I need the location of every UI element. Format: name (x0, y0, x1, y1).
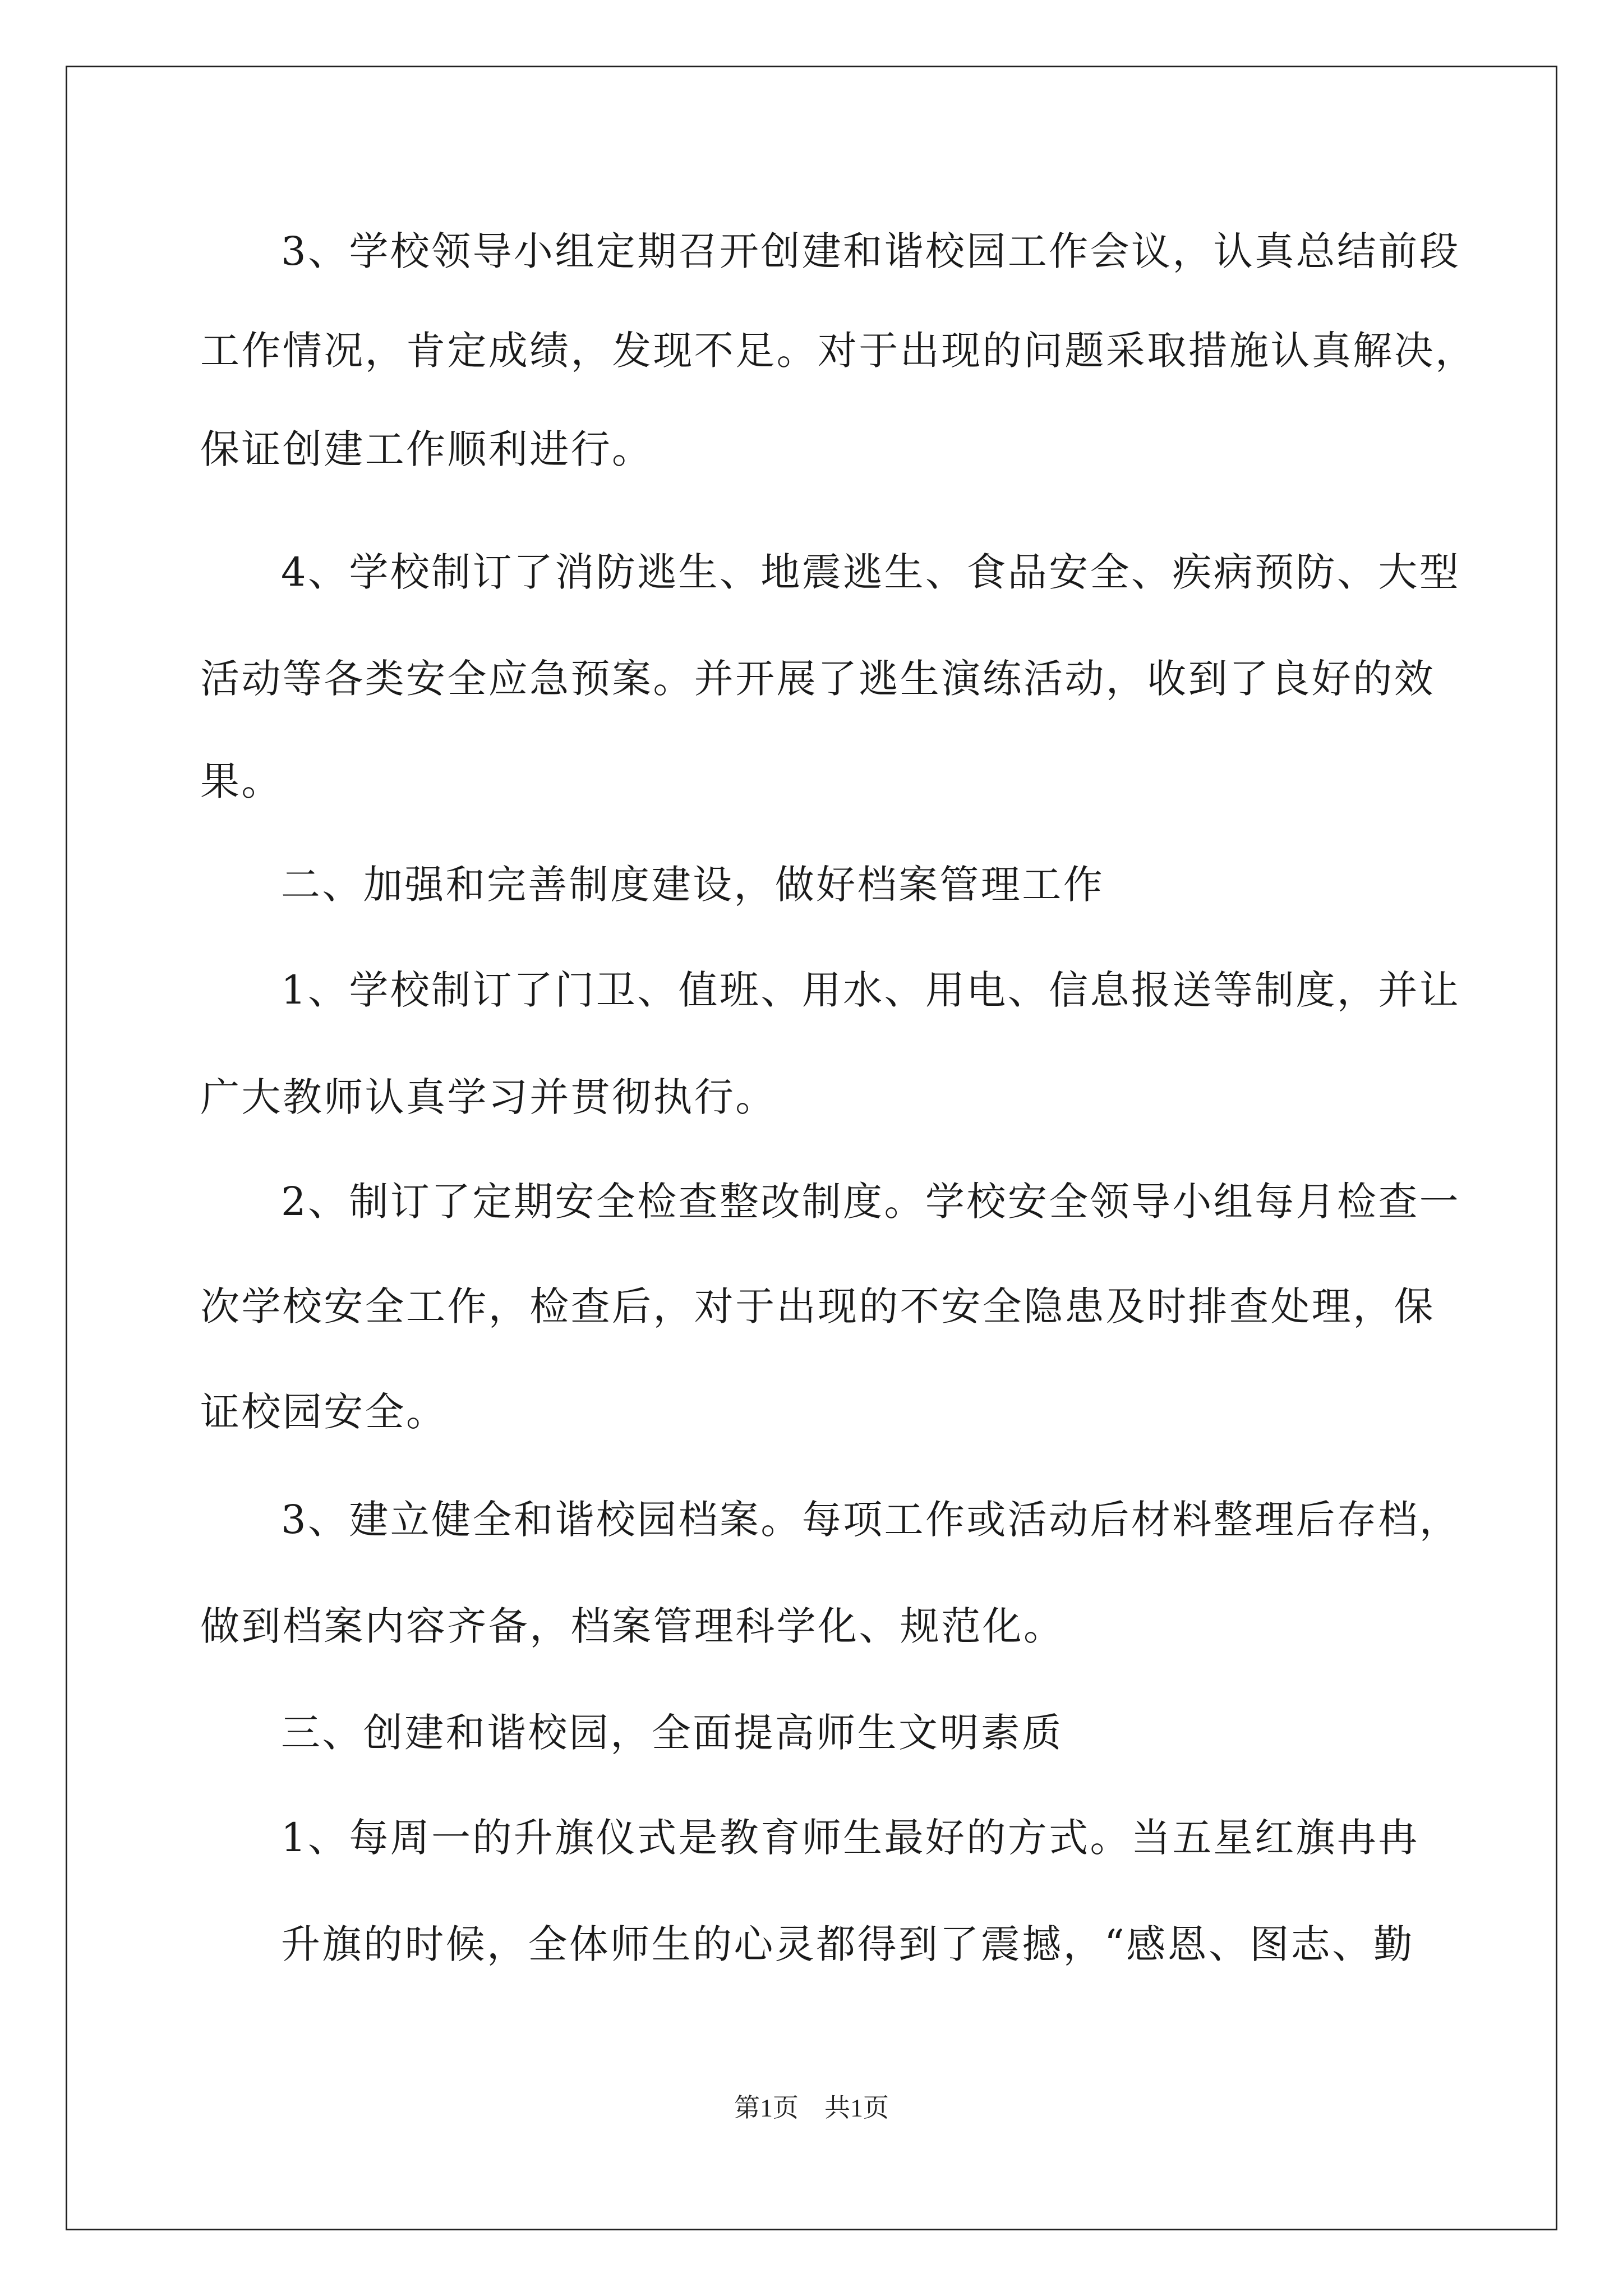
paragraph-line: 果。 (200, 758, 283, 804)
paragraph-line: 3、建立健全和谐校园档案。每项工作或活动后材料整理后存档， (281, 1497, 1461, 1543)
paragraph-line: 保证创建工作顺利进行。 (200, 426, 653, 472)
paragraph-line: 1、每周一的升旗仪式是教育师生最好的方式。当五星红旗冉冉 (281, 1815, 1419, 1861)
paragraph-line: 1、学校制订了门卫、值班、用水、用电、信息报送等制度，并让 (281, 967, 1461, 1013)
paragraph-line: 3、学校领导小组定期召开创建和谐校园工作会议，认真总结前段 (281, 228, 1461, 274)
paragraph-line: 4、学校制订了消防逃生、地震逃生、食品安全、疾病预防、大型 (281, 549, 1461, 595)
section-heading: 二、加强和完善制度建设，做好档案管理工作 (281, 862, 1104, 908)
section-heading: 三、创建和谐校园，全面提高师生文明素质 (281, 1710, 1063, 1756)
paragraph-line: 证校园安全。 (200, 1389, 448, 1435)
paragraph-line: 广大教师认真学习并贯彻执行。 (200, 1074, 777, 1120)
paragraph-line: 次学校安全工作，检查后，对于出现的不安全隐患及时排查处理，保 (200, 1283, 1435, 1329)
page-border (66, 66, 1557, 2230)
paragraph-line: 2、制订了定期安全检查整改制度。学校安全领导小组每月检查一 (281, 1179, 1461, 1225)
paragraph-line: 升旗的时候，全体师生的心灵都得到了震撼，“感恩、图志、勤 (281, 1921, 1414, 1967)
paragraph-line: 活动等各类安全应急预案。并开展了逃生演练活动，收到了良好的效 (200, 656, 1435, 702)
paragraph-line: 做到档案内容齐备，档案管理科学化、规范化。 (200, 1603, 1065, 1649)
page-number-footer: 第1页 共1页 (734, 2093, 889, 2122)
paragraph-line: 工作情况，肯定成绩，发现不足。对于出现的问题采取措施认真解决， (200, 328, 1477, 374)
